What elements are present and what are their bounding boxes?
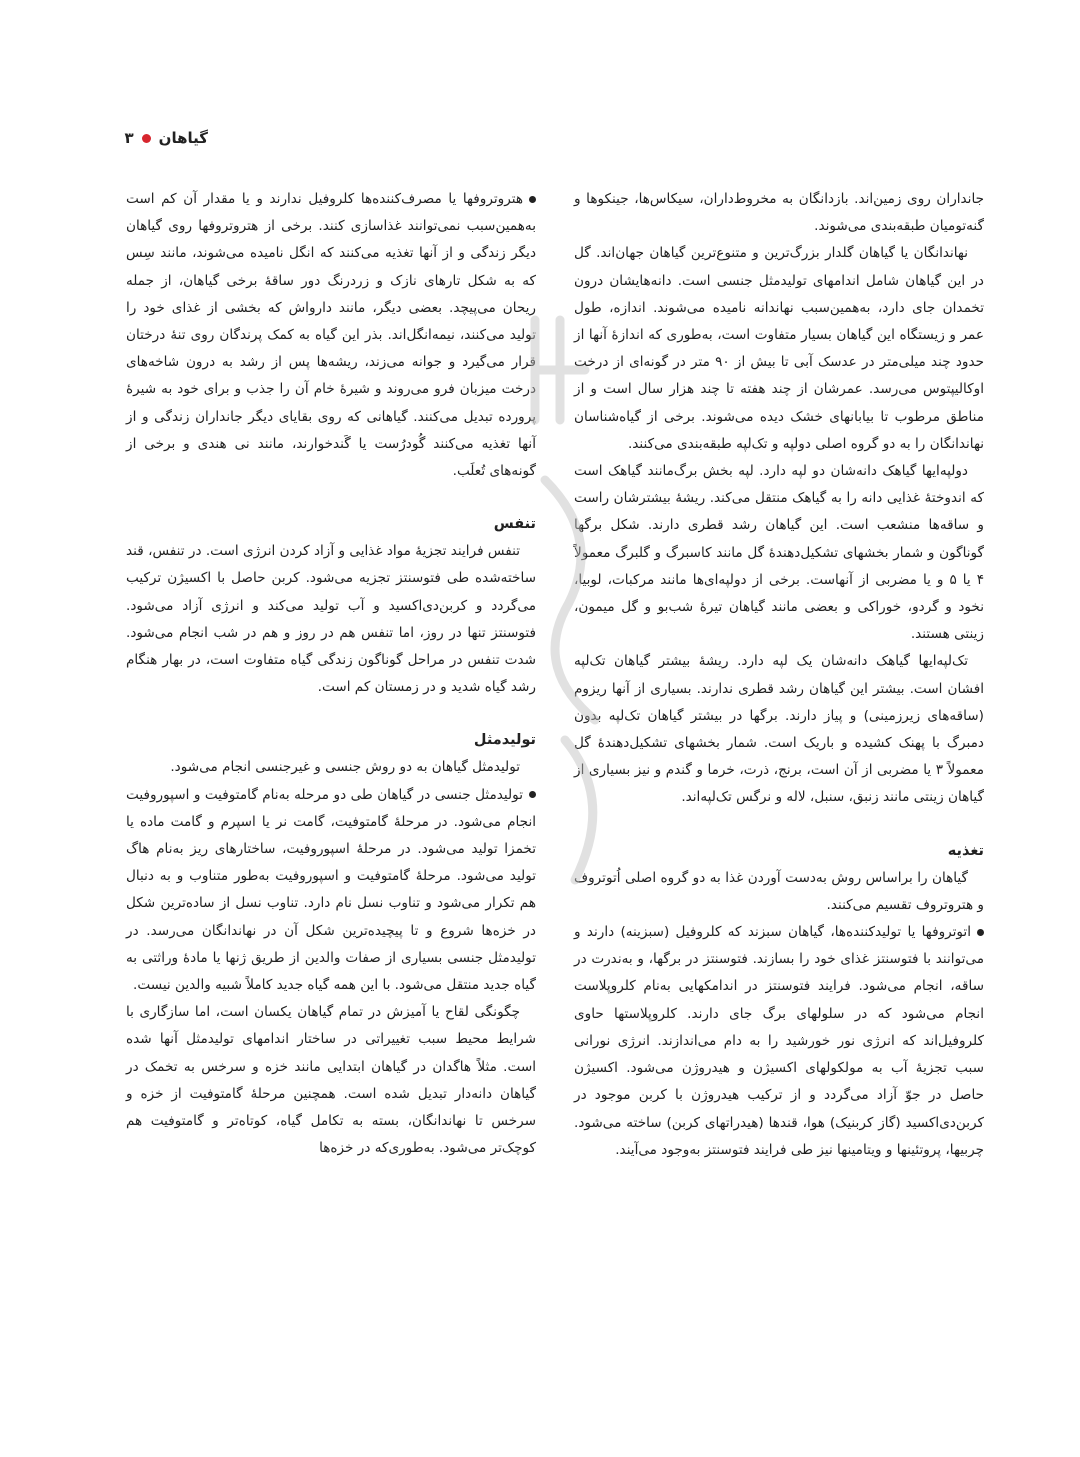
page-header (100, 124, 208, 152)
bullet-icon (977, 929, 984, 936)
page-number: ۳ (124, 129, 134, 147)
paragraph: نهاندانگان یا گیاهان گلدار بزرگ‌ترین و متنوع‌ترین گیاهان جهان‌اند. گل در این گیاهان شامل اندامهای تولیدمثل جنسی است. دانه‌هایشان درون تخمدان جای دارد، به‌همین‌سبب نهاندانه نامیده می‌شوند. اندازه، طول عمر و زیستگاه این گیاهان بسیار متفاوت است، به‌طوری که اندازهٔ آنها از حدود چند میلی‌متر در عدسک آبی تا بیش از ۹۰ متر در گونه‌ای از درخت اوکالیپتوس می‌رسد. عمرشان از چند هفته تا چند هزار سال است و از مناطق مرطوب تا بیابانهای خشک دیده می‌شوند. برخی از گیاه‌شناسان نهاندانگان را به دو گروه اصلی دولپه و تک‌لپه طبقه‌بندی می‌کنند. (574, 245, 984, 452)
heterotroph-text: هتروتروفها یا مصرف‌کننده‌ها کلروفیل ندارند و یا مقدار آن کم است به‌همین‌سبب نمی‌توانند غذاسازی کنند. برخی از هتروتروفها روی گیاهان دیگر زندگی و از آنها تغذیه می‌کنند که انگل نامیده می‌شوند، مانند سِس که به شکل تارهای نازک و زردرنگ دور ساقهٔ برخی گیاهان، از جمله ریحان می‌پیچد. بعضی دیگر، مانند دارواش که بخشی از غذای خود را تولید می‌کنند، نیمه‌انگل‌اند. بذر این گیاه به کمک پرندگان روی تنهٔ درختان قرار می‌گیرد و جوانه می‌زند، ریشه‌ها پس از رشد به درون شاخه‌های درخت میزبان فرو می‌روند و شیرهٔ خام آن را جذب و برای خود به شیرهٔ پرورده تبدیل می‌کنند. گیاهانی که روی بقایای دیگر جانداران زندگی و از آنها تغذیه می‌کنند گُودرُست یا گَندخوارند، مانند نی هندی و برخی از گونه‌های تُعلَب. (126, 191, 536, 480)
autotroph-text: اتوتروفها یا تولیدکننده‌ها، گیاهان سبزند که کلروفیل (سبزینه) دارند و می‌توانند با فتوسنتز غذای خود را بسازند. فتوسنتز در برگها، و به‌ندرت در ساقه، انجام می‌شود. فرایند فتوسنتز در اندامکهایی به‌نام کلروپلاست انجام می‌شود که در سلولهای برگ جای دارند. کلروپلاستها حاوی کلروفیل‌اند که انرژی نور خورشید را به دام می‌اندازند. انرژی نورانی سبب تجزیهٔ آب به مولکولهای اکسیژن و هیدروژن می‌شود. اکسیژن حاصل در جوّ آزاد می‌گردد و از ترکیب هیدروژن با کربن موجود در کربن‌دی‌اکسید (گاز کربنیک) هوا، قندها (هیدراتهای کربن) ساخته می‌شود. چربیها، پروتئینها و ویتامینها نیز طی فرایند فتوسنتز به‌وجود می‌آیند. (574, 924, 984, 1158)
section-heading-nutrition: تغذیه (947, 842, 984, 859)
right-column (574, 186, 984, 1164)
bullet-icon (529, 791, 536, 798)
chapter-title: گیاهان (158, 129, 208, 147)
header-dot (142, 134, 151, 143)
paragraph: دولپه‌ایها گیاهک دانه‌شان دو لپه دارد. لپه بخش برگ‌مانند گیاهک است که اندوختهٔ غذایی دانه را به گیاهک منتقل می‌کند. ریشهٔ بیشترشان راست و ساقه‌ها منشعب است. این گیاهان رشد قطری دارند. شکل برگها گوناگون و شمار بخشهای تشکیل‌دهندهٔ گل مانند کاسبرگ و گلبرگ معمولاً ۴ یا ۵ و یا مضربی از آنهاست. برخی از دولپه‌ای‌ها مانند مرکبات، لوبیا، نخود و گردو، خوراکی و بعضی مانند گیاهان تیرهٔ شب‌بو و گل میمون، زینتی هستند. (574, 463, 984, 643)
paragraph: گیاهان را براساس روش به‌دست آوردن غذا به دو گروه اصلی اُتوتروف و هتروتروف تقسیم می‌کنند. (574, 869, 984, 913)
paragraph: جانداران روی زمین‌اند. بازدانگان به مخروط‌داران، سیکاس‌ها، جینکوها و گنه‌تومیان طبقه‌بندی می‌شوند. (574, 191, 984, 235)
bullet-paragraph (126, 782, 536, 1000)
paragraph: تنفس فرایند تجزیهٔ مواد غذایی و آزاد کردن انرژی است. در تنفس، قند ساخته‌شده طی فتوسنتز تجزیه می‌شود. کربن حاصل با اکسیژن ترکیب می‌گردد و کربن‌دی‌اکسید و آب تولید می‌کند و انرژی آزاد می‌شود. فتوسنتز تنها در روز، اما تنفس هم در روز و هم در شب انجام می‌شود. شدت تنفس در مراحل گوناگون زندگی گیاه متفاوت است، در بهار هنگام رشد گیاه شدید و در زمستان کم است. (126, 543, 536, 696)
section-heading-reproduction: تولیدمثل (473, 732, 536, 749)
bullet-icon (529, 196, 536, 203)
paragraph: چگونگی لقاح یا آمیزش در تمام گیاهان یکسان است، اما سازگاری با شرایط محیط سبب تغییراتی در ساختار اندامهای تولیدمثل آنها شده است. مثلاً هاگدان در گیاهان ابتدایی مانند خزه و سرخس به تخمک در گیاهان دانه‌دار تبدیل شده است. همچنین مرحلهٔ گامتوفیت از خزه و سرخس تا نهاندانگان، بسته به تکامل گیاه، کوتاه‌تر و گامتوفیت هم کوچک‌تر می‌شود. به‌طوری‌که در خزه‌ها (126, 1004, 536, 1157)
left-column (126, 186, 536, 1163)
sexual-reproduction-text: تولیدمثل جنسی در گیاهان طی دو مرحله به‌نام گامتوفیت و اسپوروفیت انجام می‌شود. در مرحلهٔ گامتوفیت، گامت نر یا اسپرم و گامت ماده یا تخمزا تولید می‌شود. در مرحلهٔ اسپوروفیت، ساختارهای ریز به‌نام هاگ تولید می‌شود. مرحلهٔ گامتوفیت و اسپوروفیت به‌طور متناوب و به دنبال هم تکرار می‌شود و تناوب نسل نام دارد. تناوب نسل از ساده‌ترین شکل در خزه‌ها شروع و تا پیچیده‌ترین شکل آن در نهاندانگان می‌رسد. در تولیدمثل جنسی بسیاری از صفات والدین از طریق ژنها یا مادهٔ وراثتی به گیاه جدید منتقل می‌شود. با این همه گیاه جدید کاملاً شبیه والدین نیست. (126, 786, 536, 994)
paragraph: تولیدمثل گیاهان به دو روش جنسی و غیرجنسی انجام می‌شود. (170, 759, 520, 776)
section-heading-respiration: تنفس (493, 516, 536, 533)
paragraph: تک‌لپه‌ایها گیاهک دانه‌شان یک لپه دارد. ریشهٔ بیشتر گیاهان تک‌لپه افشان است. بیشتر این گیاهان رشد قطری ندارند. بسیاری از آنها ریزوم (ساقه‌های زیرزمینی) و پیاز دارند. برگها در بیشتر گیاهان تک‌لپه بدون دمبرگ با پهنک کشیده و باریک است. شمار بخشهای تشکیل‌دهندهٔ گل معمولاً ۳ یا مضربی از آن است، برنج، ذرت، خرما و گندم و نیز بسیاری از گیاهان زینتی مانند زنبق، سنبل، لاله و نرگس تک‌لپه‌اند. (574, 653, 984, 806)
bullet-paragraph (126, 186, 536, 485)
bullet-paragraph (574, 919, 984, 1164)
